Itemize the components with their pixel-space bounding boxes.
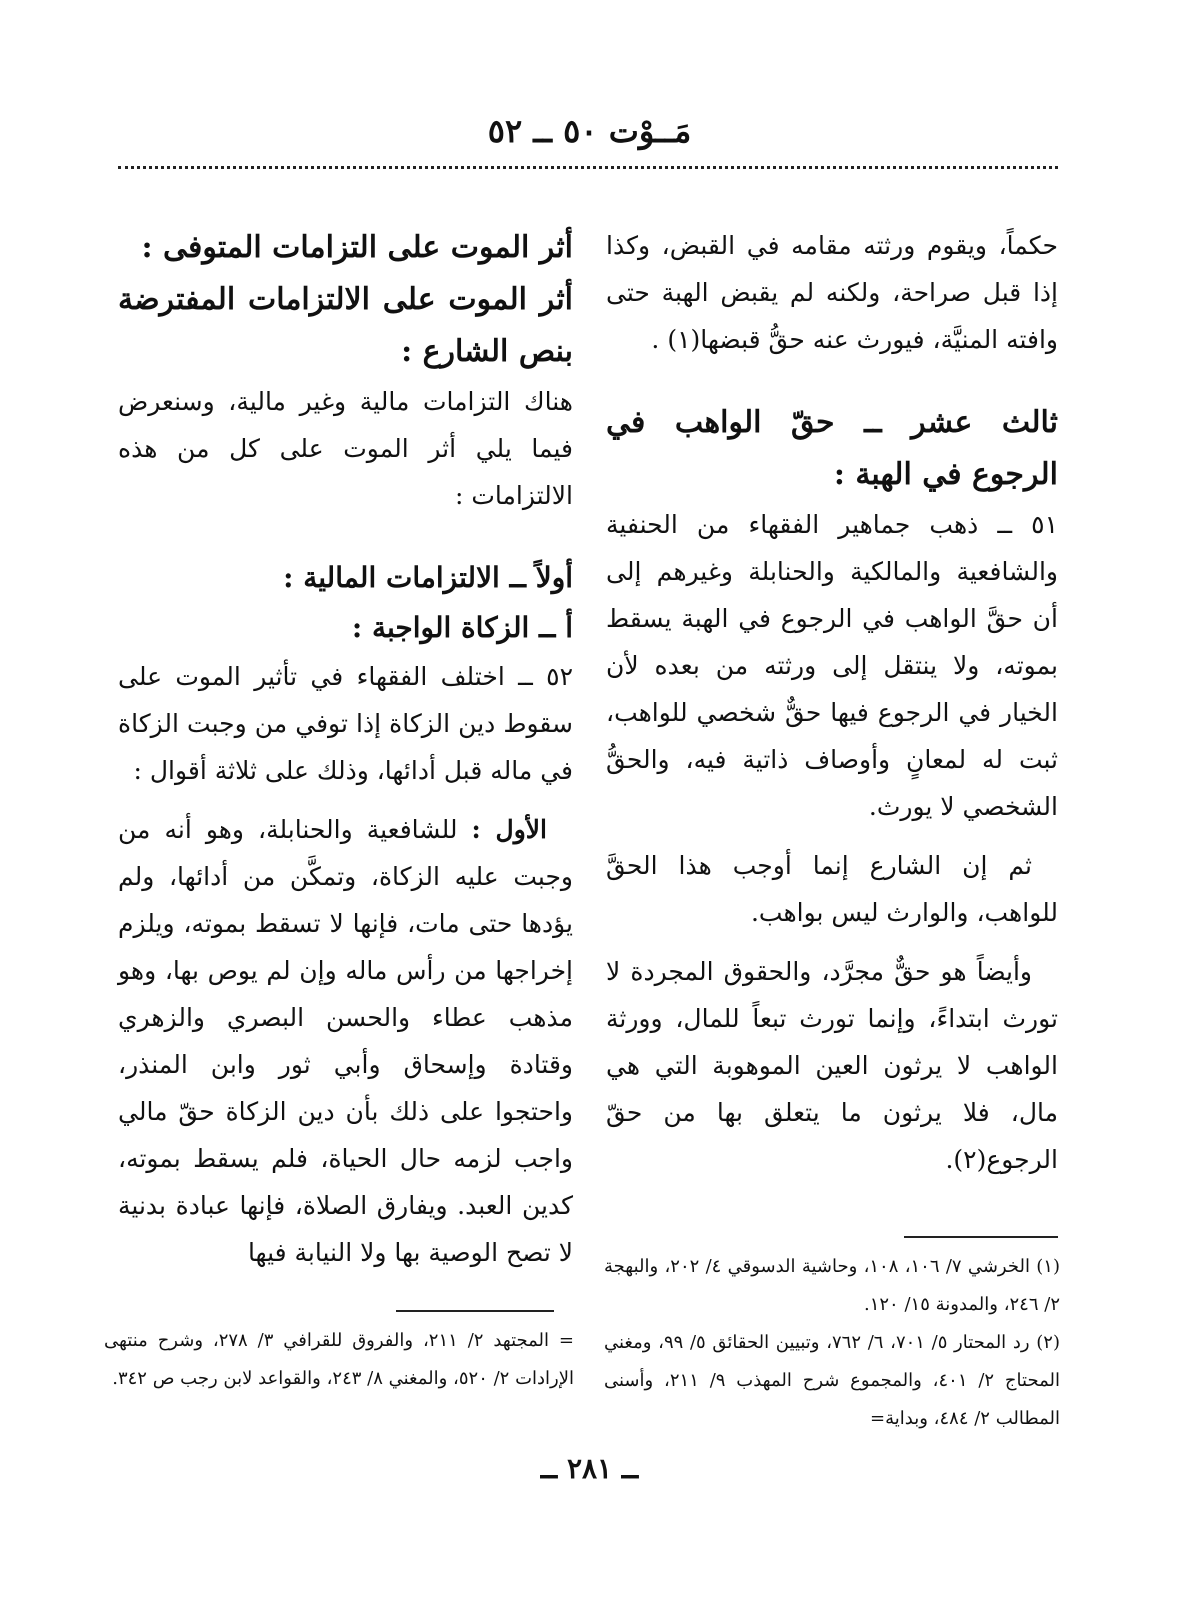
page-header: مَــوْت ٥٠ ــ ٥٢ bbox=[487, 112, 692, 150]
header-dotted-rule bbox=[118, 166, 1058, 169]
footnote-2: (٢) رد المحتار ٥/ ٧٠١، ٦/ ٧٦٢، وتبيين الحقائق ٥/ ٩٩، ومغني المحتاج ٢/ ٤٠١، والمجموع شرح المهذب ٩/ ٢١١، وأسنى المطالب ٢/ ٤٨٤، وبداية= bbox=[604, 1332, 1060, 1429]
left-heading-effect-of-death: أثر الموت على التزامات المتوفى : bbox=[141, 230, 573, 265]
right-paragraph-4: وأيضاً هو حقٌّ مجرَّد، والحقوق المجردة لا تورث ابتداءً، وإنما تورث تبعاً للمال، وورثة الواهب لا يرثون العين الموهوبة التي هي مال، فلا يرثون ما يتعلق بها من حقّ الرجوع(٢). bbox=[606, 957, 1058, 1174]
footnotes-right bbox=[604, 1248, 1060, 1438]
left-column bbox=[118, 222, 573, 1288]
first-opinion-text: للشافعية والحنابلة، وهو أنه من وجبت عليه الزكاة، وتمكَّن من أدائها، ولم يؤدها حتى مات، فإنها لا تسقط بموته، ويلزم إخراجها من رأس ماله وإن لم يوص بها، وهو مذهب عطاء والحسن البصري والزهري وقتادة وإسحاق وأبي ثور وابن المنذر، واحتجوا على ذلك بأن دين الزكاة حقّ مالي واجب لزمه حال الحياة، فلم يسقط بموته، كدين العبد. ويفارق الصلاة، فإنها عبادة بدنية لا تصح الوصية بها ولا النيابة فيها bbox=[118, 815, 573, 1267]
right-paragraph-3: ثم إن الشارع إنما أوجب هذا الحقَّ للواهب، والوارث ليس بواهب. bbox=[606, 851, 1058, 927]
footnotes-left bbox=[104, 1322, 574, 1398]
left-heading-legal-obligations: أثر الموت على الالتزامات المفترضة بنص الشارع : bbox=[118, 282, 573, 369]
footnote-rule-left bbox=[396, 1310, 554, 1312]
left-heading-zakat: أ ــ الزكاة الواجبة : bbox=[351, 611, 573, 644]
left-paragraph-1: هناك التزامات مالية وغير مالية، وسنعرض فيما يلي أثر الموت على كل من هذه الالتزامات : bbox=[118, 387, 573, 510]
left-paragraph-first-opinion bbox=[118, 806, 573, 1276]
footnote-continuation: = المجتهد ٢/ ٢١١، والفروق للقرافي ٣/ ٢٧٨، وشرح منتهى الإرادات ٢/ ٥٢٠، والمغني ٨/ ٢٤٣، والقواعد لابن رجب ص ٣٤٢. bbox=[104, 1330, 574, 1389]
right-heading-donor-return: ثالث عشر ــ حقّ الواهب في الرجوع في الهبة : bbox=[606, 405, 1058, 492]
left-paragraph-52: ٥٢ ــ اختلف الفقهاء في تأثير الموت على سقوط دين الزكاة إذا توفي من وجبت الزكاة في ماله قبل أدائها، وذلك على ثلاثة أقوال : bbox=[118, 662, 573, 785]
right-column bbox=[606, 222, 1058, 1195]
first-opinion-label: الأول : bbox=[471, 815, 548, 844]
footnote-1: (١) الخرشي ٧/ ١٠٦، ١٠٨، وحاشية الدسوقي ٤/ ٢٠٢، والبهجة ٢/ ٢٤٦، والمدونة ١٥/ ١٢٠. bbox=[604, 1256, 1060, 1315]
page-number: ــ ٢٨١ ــ bbox=[540, 1452, 639, 1485]
left-heading-financial-obligations: أولاً ــ الالتزامات المالية : bbox=[283, 561, 573, 594]
footnote-rule-right bbox=[904, 1236, 1058, 1238]
right-paragraph-1: حكماً، ويقوم ورثته مقامه في القبض، وكذا إذا قبل صراحة، ولكنه لم يقبض الهبة حتى وافته المنيَّة، فيورث عنه حقُّ قبضها(١) . bbox=[606, 231, 1058, 354]
right-paragraph-51: ٥١ ــ ذهب جماهير الفقهاء من الحنفية والشافعية والمالكية والحنابلة وغيرهم إلى أن حقَّ الواهب في الرجوع في الهبة يسقط بموته، ولا ينتقل إلى ورثته من بعده لأن الخيار في الرجوع فيها حقٌّ شخصي للواهب، ثبت له لمعانٍ وأوصاف ذاتية فيه، والحقُّ الشخصي لا يورث. bbox=[606, 510, 1058, 821]
